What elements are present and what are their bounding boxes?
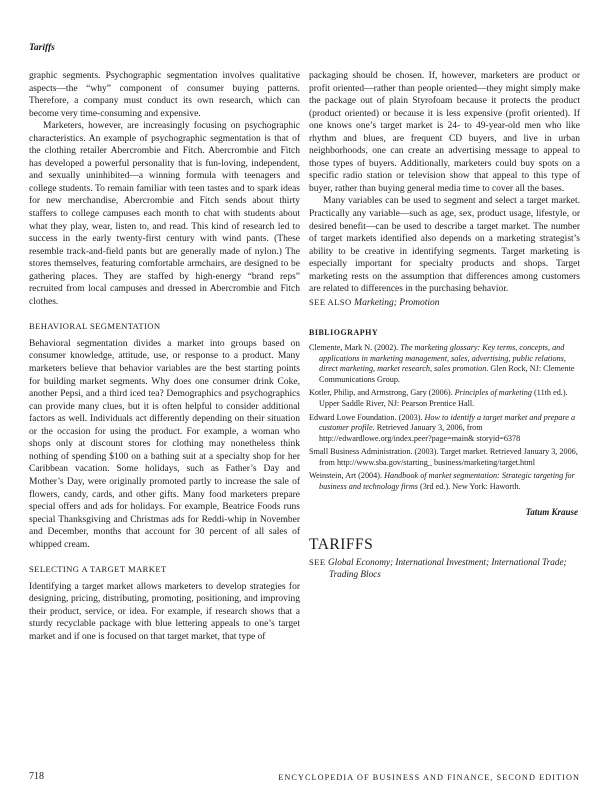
body-paragraph: Marketers, however, are increasingly focusing on psychographic characteristics. An example of psychographic segmentation is that of the clothing retailer Abercrombie and Fitch. Abercrombie and Fitch has developed a powerful personality that is fun-loving, independent, and sexually uninhibited—a winning formula with teenagers and college students. To remain familiar with teen tastes and to spark ideas for new merchandise, Abercrombie and Fitch sends about thirty staffers to college campuses each month to chat with students about what they play, wear, listen to, and read. This kind of research led to success in the early twenty-first century with wind pants. (These resemble track-and-field pants but are generally made of nylon.) The stores themselves, featuring comfortable armchairs, are designed to be gathering places. They are staffed by high-energy “brand reps” recruited from local campuses and dressed in Abercrombie and Fitch clothes. xyxy=(29,121,300,307)
bibliography-entry-text: (11th ed.). Upper Saddle River, NJ: Pearson Prentice Hall. xyxy=(319,388,568,408)
bibliography-entry xyxy=(309,413,580,445)
see-also-label: SEE ALSO xyxy=(309,296,355,307)
bibliography-entry-text: . Retrieved January 3, 2006, from http://edwardlowe.org/index.peer?page=main& storyid=6378 xyxy=(319,423,521,443)
entry-title: TARIFFS xyxy=(309,536,374,554)
bibliography-entry-text: Small Business Administration. (2003). Target market. Retrieved January 3, 2006, from http://www.sba.gov/starting_ business/marketing/target.html xyxy=(309,447,578,467)
page-number: 718 xyxy=(29,771,44,782)
bibliography-entry-text: Edward Lowe Foundation. (2003). xyxy=(309,412,425,422)
left-column xyxy=(29,70,300,644)
see-also xyxy=(309,296,580,310)
body-paragraph: graphic segments. Psychographic segmentation involves qualitative aspects—the “why” component of consumer buying patterns. Therefore, a company must conduct its own research, which can become very time-consuming and expensive. xyxy=(29,71,300,119)
see-also-link[interactable]: Marketing; Promotion xyxy=(354,297,440,308)
body-paragraph: Many variables can be used to segment and select a target market. Practically any variable—such as age, sex, product usage, lifestyle, or desired benefit—can be used to describe a target market. The number of target markets identified also depends on a marketing strategist’s ability to be creative in identifying segments. Target marketing is especially important for specialty products and shops. Target marketing rests on the assumption that differences among customers are related to differences in the purchasing behavior. xyxy=(309,196,580,295)
entry-see-links[interactable]: Global Economy; International Investment; International Trade; Trading Blocs xyxy=(328,556,567,579)
bibliography-entry xyxy=(309,471,580,492)
bibliography-entry-text: (3rd ed.). New York: Haworth. xyxy=(417,482,521,492)
bibliography-entry xyxy=(309,343,580,385)
body-paragraph: Identifying a target market allows marketers to develop strategies for designing, pricing, distributing, promoting, positioning, and improving their product, service, or idea. For example, if research shows that a sturdy recyclable package with blue lettering appeals to one’s target market and if one is focused on that target market, that type of xyxy=(29,581,300,642)
right-column xyxy=(309,70,580,580)
bibliography-entry-title: The marketing glossary: Key terms, concepts, and applications in marketing management, sales, advertising, public relations, direct marketing, market research, sales promotion xyxy=(319,342,566,374)
entry-see-label: SEE xyxy=(309,556,329,567)
author-signature: Tatum Krause xyxy=(525,506,578,517)
footer-book-title: ENCYCLOPEDIA OF BUSINESS AND FINANCE, SECOND EDITION xyxy=(278,773,580,782)
running-head: Tariffs xyxy=(29,43,55,53)
section-heading-behavioral: BEHAVIORAL SEGMENTATION xyxy=(29,321,161,332)
bibliography-entry-text: Clemente, Mark N. (2002). xyxy=(309,342,401,352)
section-heading-selecting: SELECTING A TARGET MARKET xyxy=(29,564,167,575)
bibliography-entry-text: Kotler, Philip, and Armstrong, Gary (2006). xyxy=(309,388,455,398)
entry-see xyxy=(309,556,580,580)
bibliography-entry-title: Principles of marketing xyxy=(454,388,532,398)
bibliography-list xyxy=(309,343,580,493)
bibliography-heading: BIBLIOGRAPHY xyxy=(309,328,379,338)
bibliography-entry xyxy=(309,447,580,468)
bibliography-entry-text: Weinstein, Art (2004). xyxy=(309,471,385,481)
body-paragraph: packaging should be chosen. If, however, marketers are product or profit oriented—rather than people oriented—they might simply make the package out of plain Styrofoam because it protects the product (product oriented) or because it is less expensive (profit oriented). If one knows one’s target market is 24- to 49-year-old men who like rhythm and blues, are frequent CD buyers, and live in urban neighborhoods, one can create an advertising message to appeal to those types of buyers. Additionally, marketers could buy spots on a specific radio station or television show that appeal to this type of buyer, rather than buying general media time to cover all the bases. xyxy=(309,71,580,194)
bibliography-entry xyxy=(309,388,580,409)
bibliography-entry-title: Handbook of market segmentation: Strategic targeting for business and technology firms xyxy=(319,471,575,492)
bibliography-entry-text: . Glen Rock, NJ: Clemente Communications Group. xyxy=(319,364,575,384)
bibliography-entry-title: How to identify a target market and prepare a customer profile xyxy=(319,412,576,433)
body-paragraph: Behavioral segmentation divides a market into groups based on consumer knowledge, attitude, use, or response to a product. Many marketers believe that behavior variables are the best starting points for building market segments. Why does one consumer drink Coke, another Pepsi, and a third iced tea? Demographics and psychographics can provide many clues, but it is often helpful to consider additional factors as well. Individuals act differently depending on their situation or the occasion for using the product. For example, a woman who shops only at discount stores for clothing may nonetheless think nothing of spending $100 on a bathing suit at a specialty shop for her Caribbean vacation. Some holidays, such as Father’s Day and Mother’s Day, were originally promoted partly to increase the sale of flowers, candy, cards, and other gifts. Many food marketers prepare special offers and ads for holidays. For example, Beatrice Foods runs special Thanksgiving and Christmas ads for Reddi-whip in November and December, months that account for 30 percent of all sales of whipped cream. xyxy=(29,338,300,550)
